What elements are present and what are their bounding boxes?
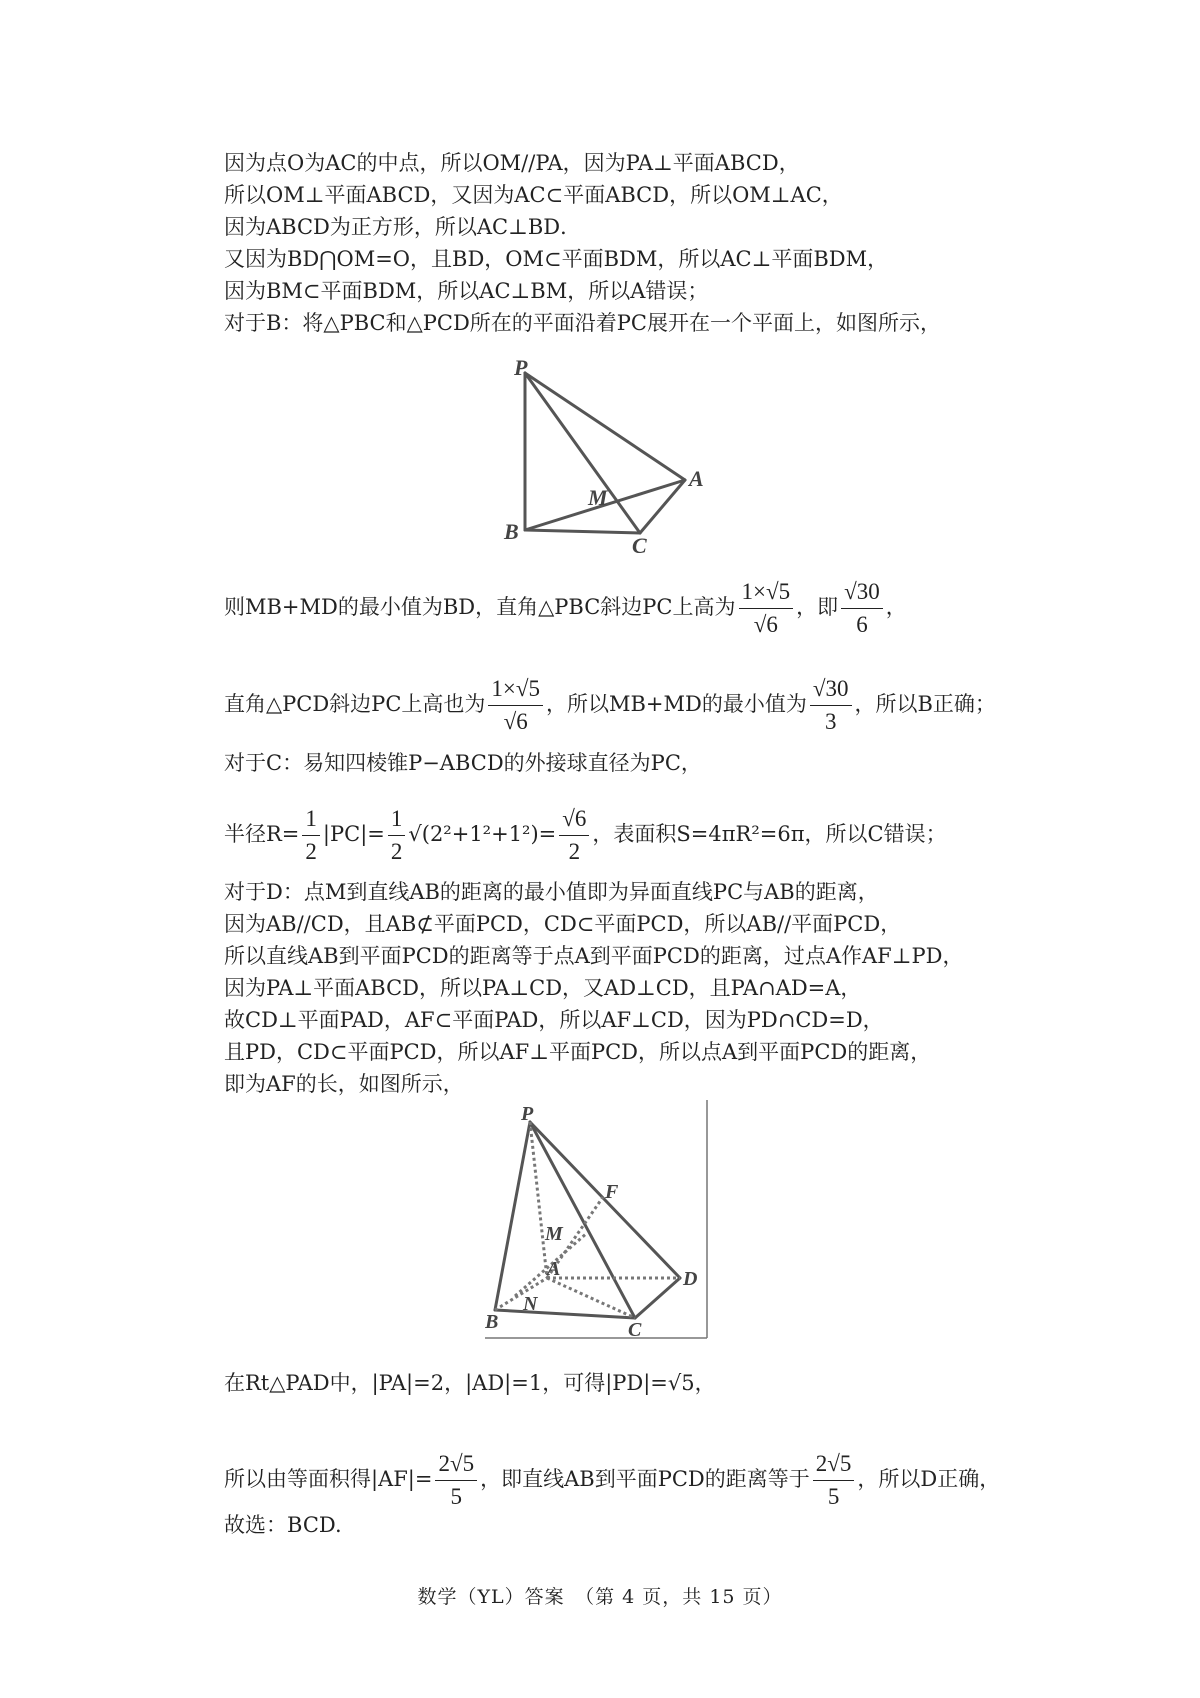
text-line-b1 — [224, 578, 1060, 639]
text-line: 所以OM⊥平面ABCD，又因为AC⊂平面ABCD，所以OM⊥AC， — [224, 183, 843, 207]
fraction: $\frac{2√5}{5}$ — [435, 1450, 477, 1511]
segment-pc — [525, 373, 640, 533]
text-segment: ，所以B正确； — [854, 692, 996, 716]
text-segment: 直角△PCD斜边PC上高也为 — [224, 692, 486, 716]
segment-pa — [525, 373, 685, 480]
text-line: 对于B：将△PBC和△PCD所在的平面沿着PC展开在一个平面上，如图所示， — [224, 311, 941, 335]
text-line-c2 — [224, 805, 1060, 866]
fraction: $\frac{1\times√5}{√6}$ — [488, 675, 543, 736]
text-line: 所以直线AB到平面PCD的距离等于点A到平面PCD的距离，过点A作AF⊥PD， — [224, 944, 964, 968]
text-segment: √(2²+1²+1²)= — [408, 822, 557, 846]
label-b: B — [485, 1311, 499, 1333]
label-a: A — [547, 1258, 561, 1280]
label-b: B — [504, 519, 519, 544]
fraction: $\frac{√30}{6}$ — [841, 578, 883, 639]
label-c: C — [628, 1319, 642, 1341]
conclusion: 故选：BCD. — [224, 1513, 342, 1537]
label-d: D — [683, 1268, 698, 1290]
text-line-c1: 对于C：易知四棱锥P−ABCD的外接球直径为PC， — [224, 751, 702, 775]
label-m: M — [545, 1223, 563, 1245]
label-p: P — [521, 1103, 534, 1125]
text-line-af — [224, 1450, 1060, 1511]
text-line: 对于D：点M到直线AB的距离的最小值即为异面直线PC与AB的距离， — [224, 880, 879, 904]
text-line: 因为点O为AC的中点，所以OM//PA，因为PA⊥平面ABCD， — [224, 151, 800, 175]
fraction: $\frac{1}{2}$ — [388, 805, 406, 866]
fraction: $\frac{√30}{3}$ — [810, 675, 852, 736]
text-line: 因为ABCD为正方形，所以AC⊥BD． — [224, 215, 582, 239]
fraction: $\frac{√6}{2}$ — [559, 805, 589, 866]
text-line: 因为BM⊂平面BDM，所以AC⊥BM，所以A错误； — [224, 279, 709, 303]
text-segment: ，所以MB+MD的最小值为 — [546, 692, 807, 716]
text-segment: |PC|= — [322, 822, 385, 846]
text-segment: ，即直线AB到平面PCD的距离等于 — [480, 1467, 810, 1491]
figure-unfolded-triangles — [490, 355, 720, 555]
label-a: A — [689, 466, 704, 491]
segment-bc — [525, 530, 640, 533]
text-line: 因为PA⊥平面ABCD，所以PA⊥CD，又AD⊥CD，且PA∩AD=A， — [224, 976, 862, 1000]
text-line-b2 — [224, 675, 1060, 736]
label-p: P — [514, 355, 528, 380]
page-footer: 数学（YL）答案 （第 4 页，共 15 页） — [417, 1586, 783, 1608]
fraction: $\frac{2√5}{5}$ — [813, 1450, 855, 1511]
label-c: C — [632, 533, 647, 555]
fraction: $\frac{1}{2}$ — [302, 805, 320, 866]
text-line: 又因为BD⋂OM=O，且BD，OM⊂平面BDM，所以AC⊥平面BDM， — [224, 247, 889, 271]
text-line: 故CD⊥平面PAD，AF⊂平面PAD，所以AF⊥CD，因为PD∩CD=D， — [224, 1008, 884, 1032]
figure-pyramid — [485, 1100, 715, 1345]
text-segment: ，即 — [796, 595, 839, 619]
text-segment: ，所以D正确， — [857, 1467, 1001, 1491]
label-f: F — [605, 1181, 619, 1203]
label-n: N — [523, 1293, 538, 1315]
fraction: $\frac{1\times√5}{√6}$ — [739, 578, 794, 639]
text-segment: 所以由等面积得|AF|= — [224, 1467, 433, 1491]
text-segment: ， — [885, 595, 907, 619]
text-line-rt: 在Rt△PAD中，|PA|=2，|AD|=1，可得|PD|=√5， — [224, 1371, 716, 1395]
label-m: M — [588, 485, 608, 510]
text-segment: ，表面积S=4πR²=6π，所以C错误； — [592, 822, 947, 846]
text-line: 因为AB//CD，且AB⊄平面PCD，CD⊂平面PCD，所以AB//平面PCD， — [224, 912, 902, 936]
text-line: 即为AF的长，如图所示， — [224, 1072, 464, 1096]
text-segment: 半径R= — [224, 822, 300, 846]
text-line: 且PD，CD⊂平面PCD，所以AF⊥平面PCD，所以点A到平面PCD的距离， — [224, 1040, 932, 1064]
text-segment: 则MB+MD的最小值为BD，直角△PBC斜边PC上高为 — [224, 595, 736, 619]
